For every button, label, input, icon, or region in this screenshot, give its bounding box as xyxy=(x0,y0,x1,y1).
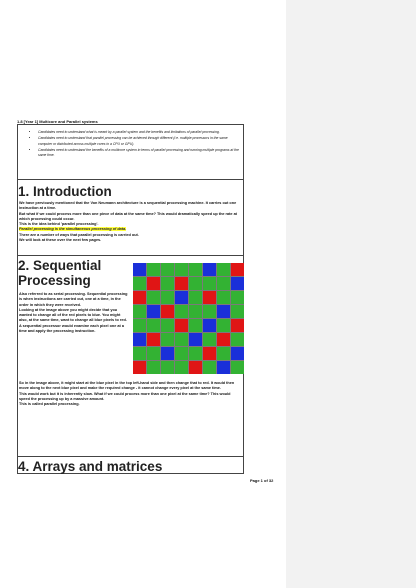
pixel-blue xyxy=(133,333,146,346)
pixel-red xyxy=(175,319,188,332)
pixel-green xyxy=(147,361,160,374)
intro-line: This is the idea behind 'parallel processing'. xyxy=(19,222,99,227)
pixel-green xyxy=(203,333,216,346)
pixel-blue xyxy=(217,305,230,318)
pixel-red xyxy=(203,347,216,360)
pixel-green xyxy=(161,263,174,276)
divider xyxy=(18,255,243,256)
pixel-green xyxy=(203,305,216,318)
sequential-line: So in the image above, it might start at the blue pixel in the top left-hand side and then change that to red. It would then move along to the next blue pixel and make the required change - it cannot change every pixel at the same time. xyxy=(19,381,235,391)
sequential-line: This is called parallel processing. xyxy=(19,402,80,407)
pixel-green xyxy=(189,319,202,332)
pixel-red xyxy=(217,333,230,346)
pixel-green xyxy=(147,291,160,304)
pixel-green xyxy=(189,263,202,276)
pixel-blue xyxy=(161,347,174,360)
intro-line: We will look at these over the next few pages. xyxy=(19,238,102,243)
pixel-green xyxy=(231,305,244,318)
pixel-green xyxy=(217,291,230,304)
pixel-red xyxy=(189,361,202,374)
pixel-green xyxy=(147,347,160,360)
comment-sidebar xyxy=(286,0,416,588)
pixel-green xyxy=(189,305,202,318)
pixel-blue xyxy=(231,347,244,360)
page-number: Page 1 of 32 xyxy=(250,478,274,483)
sequential-line: This would work but it is inherently slow. What if we could process more than one pixel at the same time? This would speed the processing up by a massive amount. xyxy=(19,391,231,401)
divider xyxy=(18,179,243,180)
pixel-green xyxy=(161,333,174,346)
heading-arrays-and-matrices: 4. Arrays and matrices xyxy=(18,459,163,474)
pixel-red xyxy=(147,277,160,290)
pixel-green xyxy=(175,347,188,360)
pixel-red xyxy=(147,333,160,346)
pixel-red xyxy=(231,319,244,332)
pixel-green xyxy=(189,347,202,360)
pixel-blue xyxy=(175,291,188,304)
pixel-red xyxy=(203,291,216,304)
pixel-green xyxy=(175,361,188,374)
pixel-green xyxy=(203,277,216,290)
pixel-blue xyxy=(133,263,146,276)
pixel-green xyxy=(133,277,146,290)
pixel-green xyxy=(217,263,230,276)
section-heading: 1.8 [Year 1] Multicore and Parallel systems xyxy=(17,119,98,124)
pixel-blue xyxy=(203,263,216,276)
pixel-green xyxy=(231,333,244,346)
intro-paragraph xyxy=(19,201,241,243)
sequential-side-paragraph xyxy=(19,292,129,334)
sequential-line: Also referred to as serial processing. Sequential processing is when instructions are carried out, one at a time, in the order in which they were received. xyxy=(19,292,128,307)
pixel-blue xyxy=(231,277,244,290)
pixel-blue xyxy=(203,319,216,332)
pixel-green xyxy=(161,291,174,304)
pixel-red xyxy=(133,291,146,304)
pixel-green xyxy=(203,361,216,374)
pixel-green xyxy=(147,263,160,276)
pixel-red xyxy=(133,361,146,374)
intro-line: We have previously mentioned that the Von Neumann architecture is a sequential processing machine. It carries out one instruction at a time. xyxy=(19,201,237,211)
pixel-green xyxy=(133,347,146,360)
highlighted-definition: Parallel processing is the simultaneous processing of data. xyxy=(19,227,127,232)
intro-line: But what if we could process more than one piece of data at the same time? This would dramatically speed up the rate at which processing could occur. xyxy=(19,211,237,221)
objective-item: • Candidates need to understand that parallel processing can be achieved through different (i.e. multiple processors in the same computer or distributed across multiple cores in a CPU or GPU). xyxy=(38,136,240,147)
objective-item: • Candidates need to understand what is meant by a parallel system and the benefits and limitations of parallel processing. xyxy=(38,130,240,135)
intro-line: There are a number of ways that parallel processing is carried out. xyxy=(19,232,139,237)
pixel-green xyxy=(175,305,188,318)
pixel-red xyxy=(231,263,244,276)
pixel-green xyxy=(217,277,230,290)
objectives-list xyxy=(30,130,240,159)
pixel-green xyxy=(133,319,146,332)
pixel-green xyxy=(231,291,244,304)
pixel-grid-image xyxy=(133,263,244,374)
pixel-green xyxy=(161,277,174,290)
pixel-blue xyxy=(147,305,160,318)
pixel-green xyxy=(175,333,188,346)
pixel-green xyxy=(217,347,230,360)
pixel-red xyxy=(175,277,188,290)
pixel-blue xyxy=(217,361,230,374)
pixel-green xyxy=(175,263,188,276)
sequential-full-paragraph xyxy=(19,381,241,407)
pixel-green xyxy=(133,305,146,318)
pixel-green xyxy=(161,361,174,374)
heading-sequential-processing: 2. Sequential Processing xyxy=(18,258,102,288)
pixel-green xyxy=(189,277,202,290)
pixel-green xyxy=(189,291,202,304)
sequential-line: A sequential processor would examine each pixel one at a time and apply the processing instruction. xyxy=(19,323,124,334)
pixel-green xyxy=(161,319,174,332)
pixel-green xyxy=(217,319,230,332)
pixel-green xyxy=(147,319,160,332)
sequential-line: Looking at the image above you might decide that you wanted to change all of the red pixels to blue. You might also, at the same time, want to change all blue pixels to red. xyxy=(19,307,127,323)
pixel-red xyxy=(161,305,174,318)
pixel-blue xyxy=(189,333,202,346)
heading-introduction: 1. Introduction xyxy=(18,184,112,199)
objective-item: • Candidates need to understand the benefits of a multicore system in terms of parallel processing and running multiple programs at the same time. xyxy=(38,148,240,159)
pixel-green xyxy=(231,361,244,374)
divider xyxy=(18,456,243,457)
